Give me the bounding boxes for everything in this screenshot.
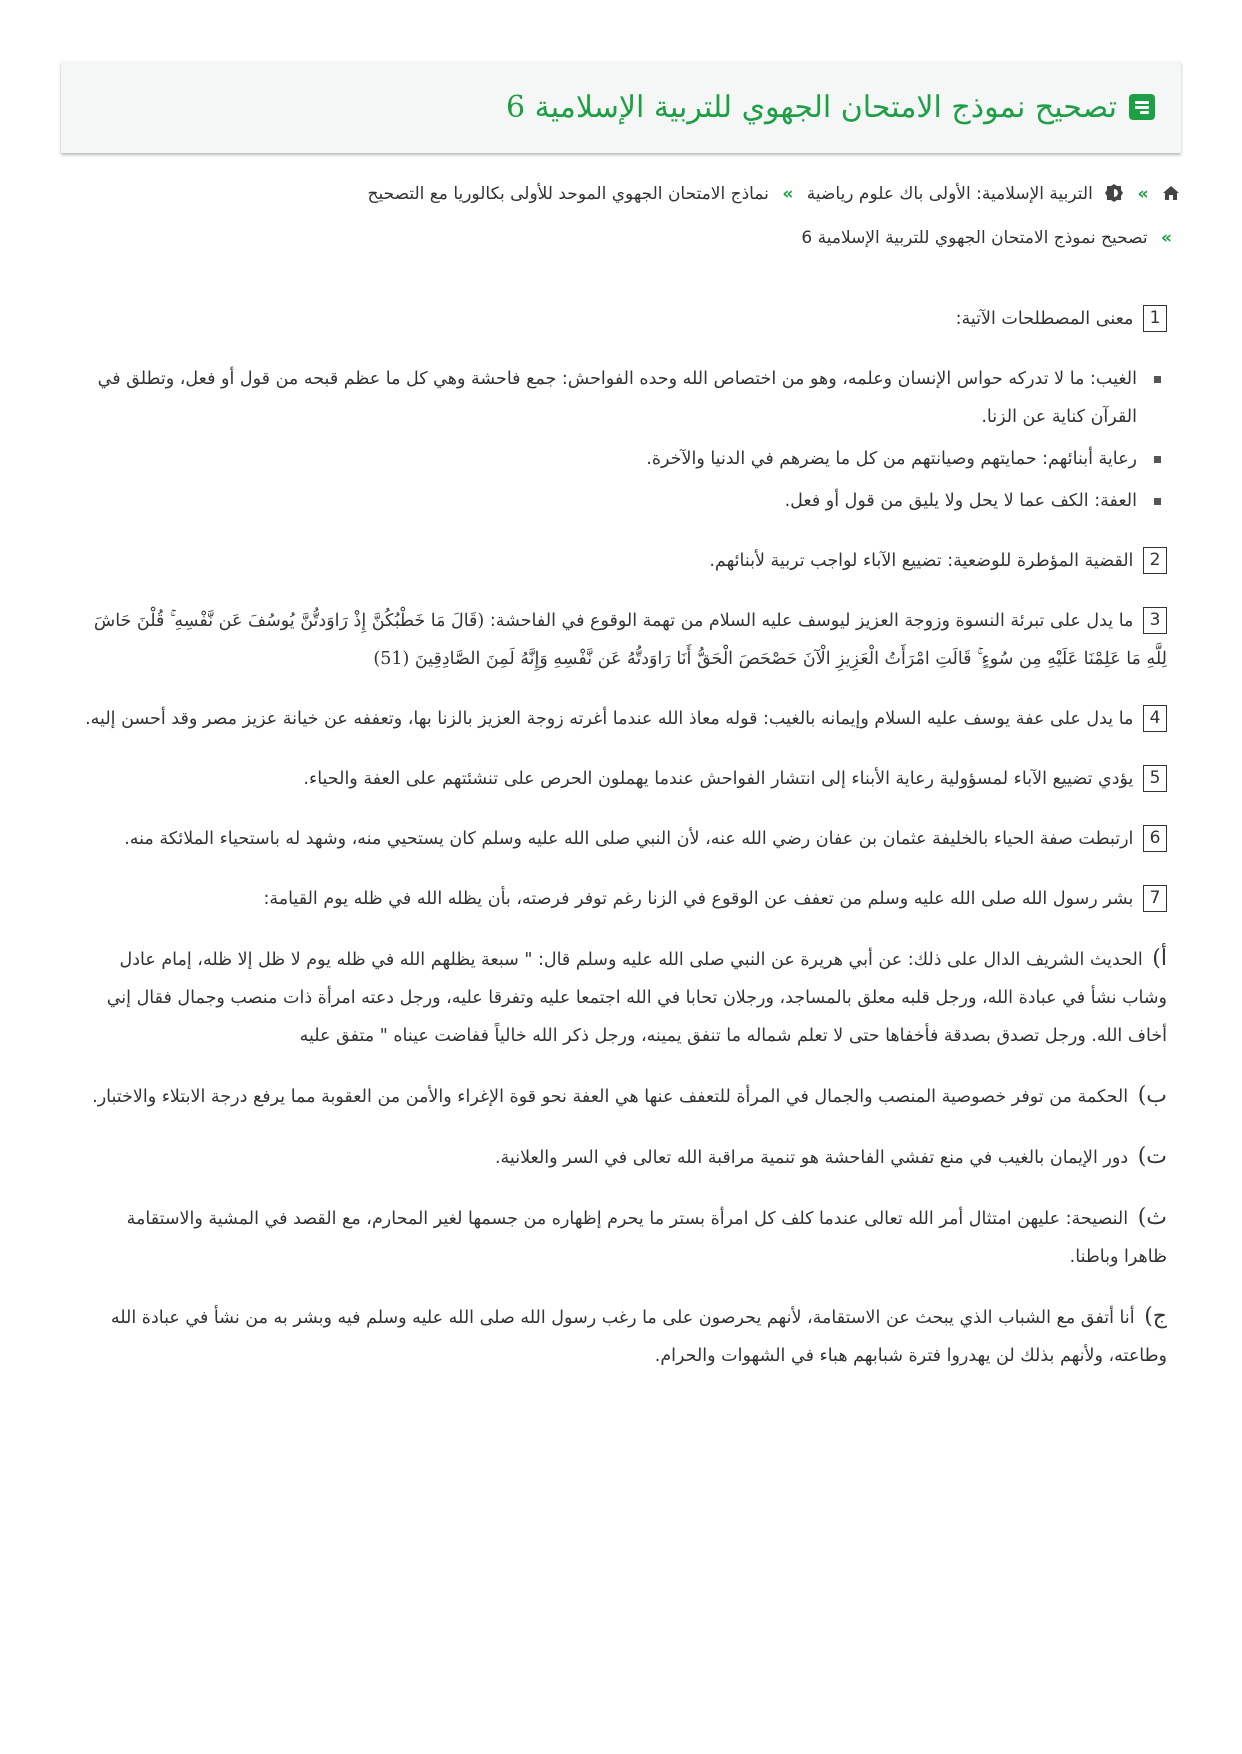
question-text: يؤدي تضييع الآباء لمسؤولية رعاية الأبناء إلى انتشار الفواحش عندما يهملون الحرص على تنشئتهم على العفة والحياء. (303, 769, 1134, 789)
question-text: القضية المؤطرة للوضعية: تضييع الآباء لواجب تربية لأبنائهم. (709, 551, 1134, 571)
part-letter: ث) (1137, 1205, 1167, 1230)
question-6 (82, 820, 1167, 858)
question-2 (82, 542, 1167, 580)
part-letter: أ) (1152, 946, 1167, 971)
breadcrumb-separator: » (782, 184, 794, 204)
part-text: الحكمة من توفر خصوصية المنصب والجمال في المرأة للتعفف عنها هي العفة نحو قوة الإغراء والأمن من العقوبة مما يرفع درجة الابتلاء والاختبار. (92, 1087, 1129, 1107)
breadcrumb (180, 172, 1180, 260)
list-item: العفة: الكف عما لا يحل ولا يليق من قول أو فعل. (82, 482, 1167, 520)
part-letter: ج) (1144, 1304, 1167, 1329)
part-text: دور الإيمان بالغيب في منع تفشي الفاحشة هو تنمية مراقبة الله تعالى في السر والعلانية. (494, 1148, 1129, 1168)
question-1 (82, 300, 1167, 338)
part-text: أنا أتفق مع الشباب الذي يبحث عن الاستقامة، لأنهم يحرصون على ما رغب رسول الله صلى الله عليه وسلم فيه وبشر به من نشأ في عبادة الله وطاعته، ولأنهم بذلك لن يهدروا فترة شبابهم هباء في الشهوات والحرام. (110, 1308, 1167, 1366)
home-icon[interactable] (1162, 185, 1180, 201)
breadcrumb-item-collection[interactable]: نماذج الامتحان الجهوي الموحد للأولى بكالوريا مع التصحيح (367, 184, 769, 204)
quran-verse: (قَالَ مَا خَطْبُكُنَّ إِذْ رَاوَدتُّنَّ يُوسُفَ عَن نَّفْسِهِ ۚ قُلْنَ حَاشَ لِلَّهِ مَا عَلِمْنَا عَلَيْهِ مِن سُوءٍ ۚ قَالَتِ امْرَأَتُ الْعَزِيزِ الْآنَ حَصْحَصَ الْحَقُّ أَنَا رَاوَدتُّهُ عَن نَّفْسِهِ وَإِنَّهُ لَمِنَ الصَّادِقِينَ (51) (93, 611, 1167, 669)
question-number: 7 (1143, 885, 1167, 912)
breadcrumb-separator: » (1161, 228, 1172, 248)
list-item: رعاية أبنائهم: حمايتهم وصيانتهم من كل ما يضرهم في الدنيا والآخرة. (82, 440, 1167, 478)
question-text: بشر رسول الله صلى الله عليه وسلم من تعفف عن الوقوع في الزنا رغم توفر فرصته، بأن يظله الله في ظله يوم القيامة: (263, 889, 1134, 909)
question-7 (82, 880, 1167, 918)
part-text: الحديث الشريف الدال على ذلك: عن أبي هريرة عن النبي صلى الله عليه وسلم قال: " سبعة يظلهم الله في ظله يوم لا ظل إلا ظله، إمام عادل وشاب نشأ في عبادة الله، ورجل قلبه معلق بالمساجد، ورجلان تحابا في الله اجتمعا عليه وتفرقا عليه، ورجل دعته امرأة ذات منصب وجمال فقال إني أخاف الله. ورجل تصدق بصدقة فأخفاها حتى لا تعلم شماله ما تنفق يمينه، ورجل ذكر الله خالياً ففاضت عيناه " متفق عليه (106, 950, 1167, 1046)
question-text: ما يدل على تبرئة النسوة وزوجة العزيز ليوسف عليه السلام من تهمة الوقوع في الفاحشة: (489, 611, 1134, 631)
question-number: 6 (1143, 825, 1167, 852)
breadcrumb-item-category[interactable]: التربية الإسلامية: الأولى باك علوم رياضية (806, 184, 1093, 204)
answer-part-b (82, 1077, 1167, 1116)
question-text: معنى المصطلحات الآتية: (955, 309, 1134, 329)
question-number: 1 (1143, 305, 1167, 332)
question-4 (82, 700, 1167, 738)
question-text: ما يدل على عفة يوسف عليه السلام وإيمانه بالغيب: قوله معاذ الله عندما أغرته زوجة العزيز بالزنا بها، وتعففه عن خيانة عزيز مصر وقد أحسن إليه. (85, 709, 1134, 729)
title-card (61, 61, 1181, 153)
question-number: 2 (1143, 547, 1167, 574)
page-title: تصحيح نموذج الامتحان الجهوي للتربية الإسلامية 6 (506, 89, 1117, 125)
question-3 (82, 602, 1167, 678)
answer-part-th (82, 1199, 1167, 1276)
part-letter: ب) (1137, 1083, 1167, 1108)
terms-list (82, 360, 1167, 520)
breadcrumb-item-current: تصحيح نموذج الامتحان الجهوي للتربية الإسلامية 6 (801, 228, 1148, 248)
list-item: الغيب: ما لا تدركه حواس الإنسان وعلمه، وهو من اختصاص الله وحده الفواحش: جمع فاحشة وهي كل ما عظم قبحه من قول أو فعل، وتطلق في القرآن كناية عن الزنا. (82, 360, 1167, 436)
breadcrumb-separator: » (1137, 184, 1149, 204)
question-5 (82, 760, 1167, 798)
answer-part-a (82, 940, 1167, 1055)
part-letter: ت) (1137, 1144, 1167, 1169)
answer-part-t (82, 1138, 1167, 1177)
category-gear-icon (1104, 183, 1124, 203)
answer-part-j (82, 1298, 1167, 1375)
document-icon (1129, 94, 1155, 120)
question-number: 4 (1143, 705, 1167, 732)
question-text: ارتبطت صفة الحياء بالخليفة عثمان بن عفان رضي الله عنه، لأن النبي صلى الله عليه وسلم كان يستحيي منه، وشهد له باستحياء الملائكة منه. (124, 829, 1134, 849)
article-content (82, 300, 1167, 1397)
question-number: 5 (1143, 765, 1167, 792)
part-text: النصيحة: عليهن امتثال أمر الله تعالى عندما كلف كل امرأة بستر ما يحرم إظهاره من جسمها لغير المحارم، مع القصد في المشية والاستقامة ظاهرا وباطنا. (126, 1209, 1167, 1267)
question-number: 3 (1143, 607, 1167, 634)
